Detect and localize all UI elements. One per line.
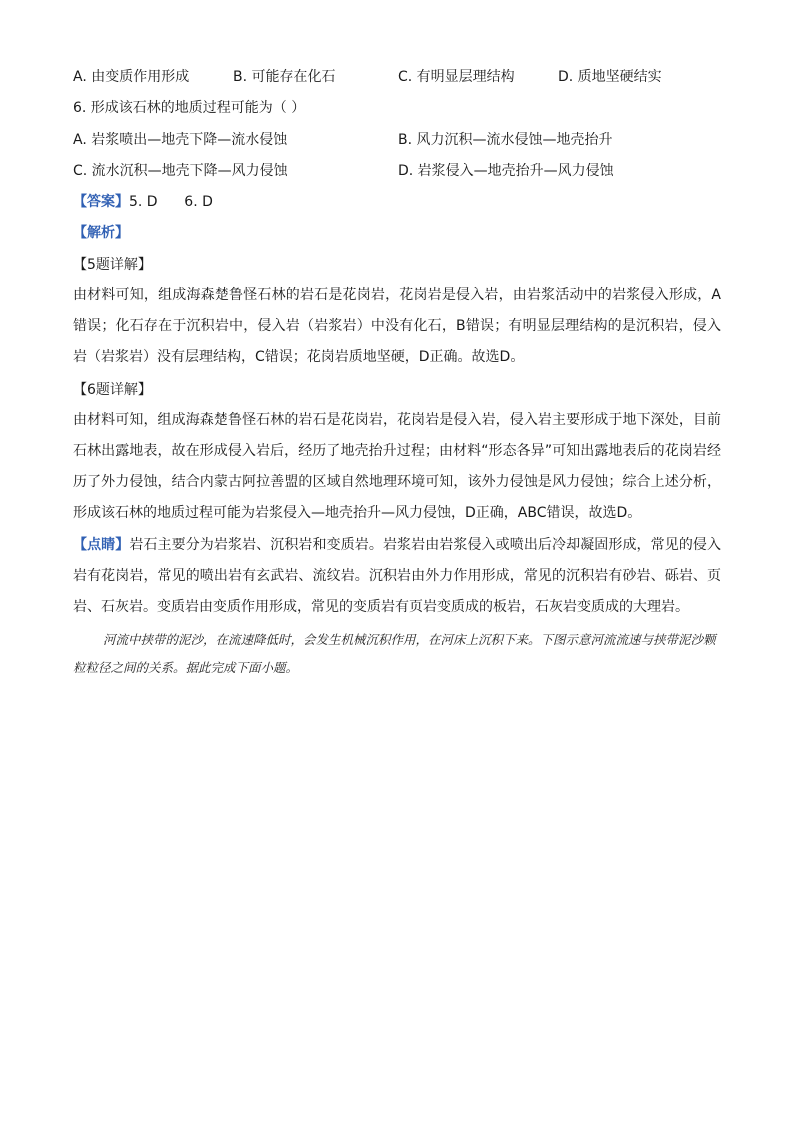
q5-option-a: A. 由变质作用形成 xyxy=(73,69,190,85)
q5-option-b: B. 可能存在化石 xyxy=(233,69,336,85)
answer-text: 5. D 6. D xyxy=(129,194,213,210)
q6-stem: 6. 形成该石林的地质过程可能为（ ） xyxy=(73,100,306,116)
next-material-paragraph xyxy=(73,626,723,682)
answer-line xyxy=(73,193,213,211)
q6-option-b: B. 风力沉积—流水侵蚀—地壳抬升 xyxy=(398,132,613,148)
q6-detail-label: 【6题详解】 xyxy=(73,382,152,398)
q5-option-d: D. 质地坚硬结实 xyxy=(558,69,662,85)
tip-label: 【点睛】 xyxy=(73,537,130,553)
tip-paragraph xyxy=(73,530,721,623)
q5-option-c: C. 有明显层理结构 xyxy=(398,69,515,85)
q6-option-a: A. 岩浆喷出—地壳下降—流水侵蚀 xyxy=(73,132,288,148)
tip-text: 岩石主要分为岩浆岩、沉积岩和变质岩。岩浆岩由岩浆侵入或喷出后冷却凝固形成，常见的侵入岩有花岗岩，常见的喷出岩有玄武岩、流纹岩。沉积岩由外力作用形成，常见的沉积岩有砂岩、砾岩、页岩、石灰岩。变质岩由变质作用形成，常见的变质岩有页岩变质成的板岩，石灰岩变质成的大理岩。 xyxy=(73,537,722,615)
q6-detail-text: 由材料可知，组成海森楚鲁怪石林的岩石是花岗岩，花岗岩是侵入岩，侵入岩主要形成于地下深处，目前石林出露地表，故在形成侵入岩后，经历了地壳抬升过程；由材料“形态各异”可知出露地表后的花岗岩经历了外力侵蚀，结合内蒙古阿拉善盟的区域自然地理环境可知，该外力侵蚀是风力侵蚀；综合上述分析，形成该石林的地质过程可能为岩浆侵入—地壳抬升—风力侵蚀，D正确，ABC错误，故选D。 xyxy=(73,412,721,521)
analysis-label: 【解析】 xyxy=(73,225,129,241)
answer-label: 【答案】 xyxy=(73,194,129,210)
q5-detail-label: 【5题详解】 xyxy=(73,257,152,273)
q5-detail-text: 由材料可知，组成海森楚鲁怪石林的岩石是花岗岩，花岗岩是侵入岩，由岩浆活动中的岩浆侵入形成，A错误；化石存在于沉积岩中，侵入岩（岩浆岩）中没有化石，B错误；有明显层理结构的是沉积岩，侵入岩（岩浆岩）没有层理结构，C错误；花岗岩质地坚硬，D正确。故选D。 xyxy=(73,287,721,365)
q6-option-d: D. 岩浆侵入—地壳抬升—风力侵蚀 xyxy=(398,163,614,179)
q6-option-c: C. 流水沉积—地壳下降—风力侵蚀 xyxy=(73,163,288,179)
next-material-text: 河流中挟带的泥沙，在流速降低时，会发生机械沉积作用，在河床上沉积下来。下图示意河流流速与挟带泥沙颗粒粒径之间的关系。据此完成下面小题。 xyxy=(73,632,716,675)
